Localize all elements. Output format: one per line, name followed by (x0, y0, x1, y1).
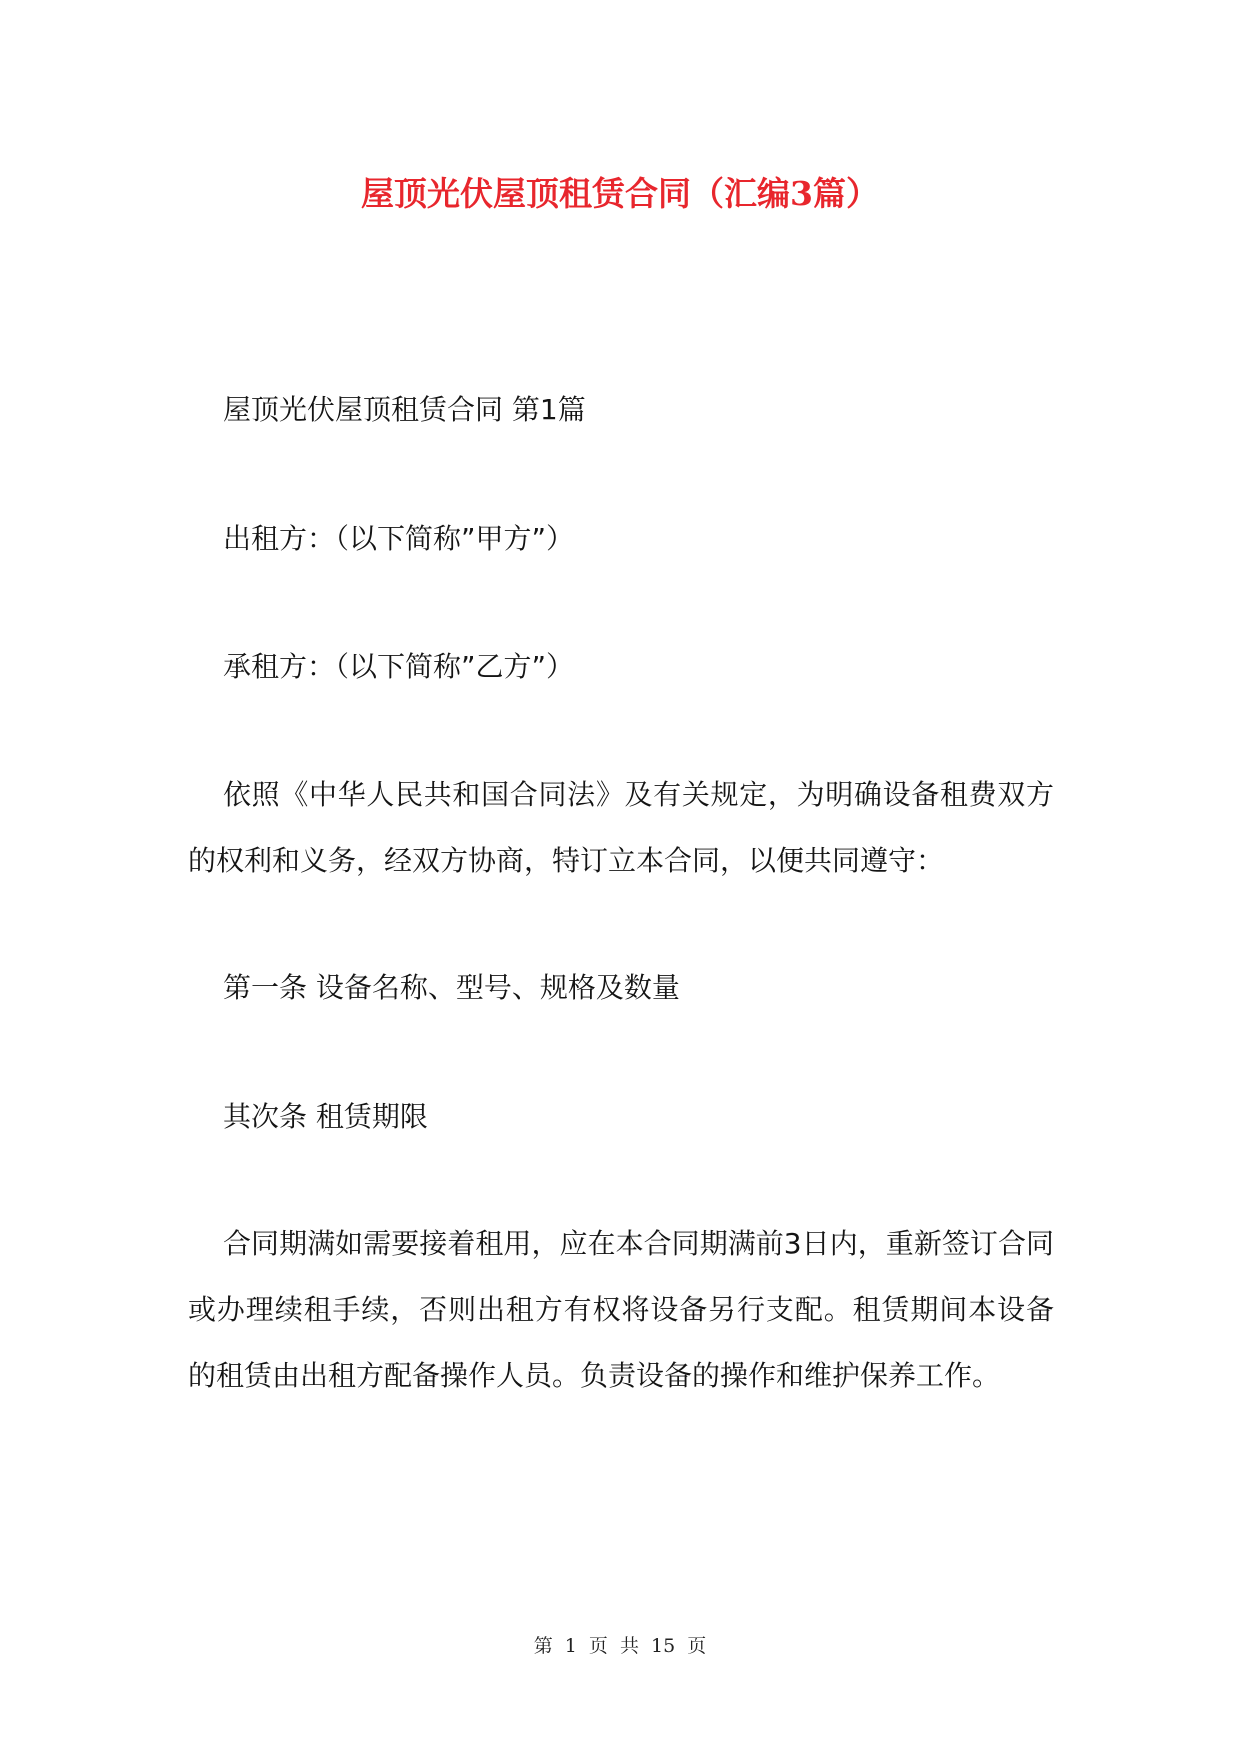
document-title: 屋顶光伏屋顶租赁合同（汇编3篇） (361, 174, 879, 213)
lessee-line: 承租方：（以下简称”乙方”） (223, 650, 575, 683)
article-1-heading: 第一条 设备名称、型号、规格及数量 (223, 971, 680, 1004)
preamble-paragraph: 依照《中华人民共和国合同法》及有关规定，为明确设备租费双方的权利和义务，经双方协商，特订立本合同，以便共同遵守： (188, 778, 1054, 877)
article-2-heading: 其次条 租赁期限 (223, 1100, 428, 1133)
section-heading-part-1: 屋顶光伏屋顶租赁合同 第1篇 (223, 393, 586, 426)
page-footer: 第 1 页 共 15 页 (533, 1635, 707, 1657)
renewal-paragraph: 合同期满如需要接着租用，应在本合同期满前3日内，重新签订合同或办理续租手续，否则出租方有权将设备另行支配。租赁期间本设备的租赁由出租方配备操作人员。负责设备的操作和维护保养工作。 (188, 1227, 1054, 1392)
lessor-line: 出租方：（以下简称”甲方”） (223, 522, 575, 555)
